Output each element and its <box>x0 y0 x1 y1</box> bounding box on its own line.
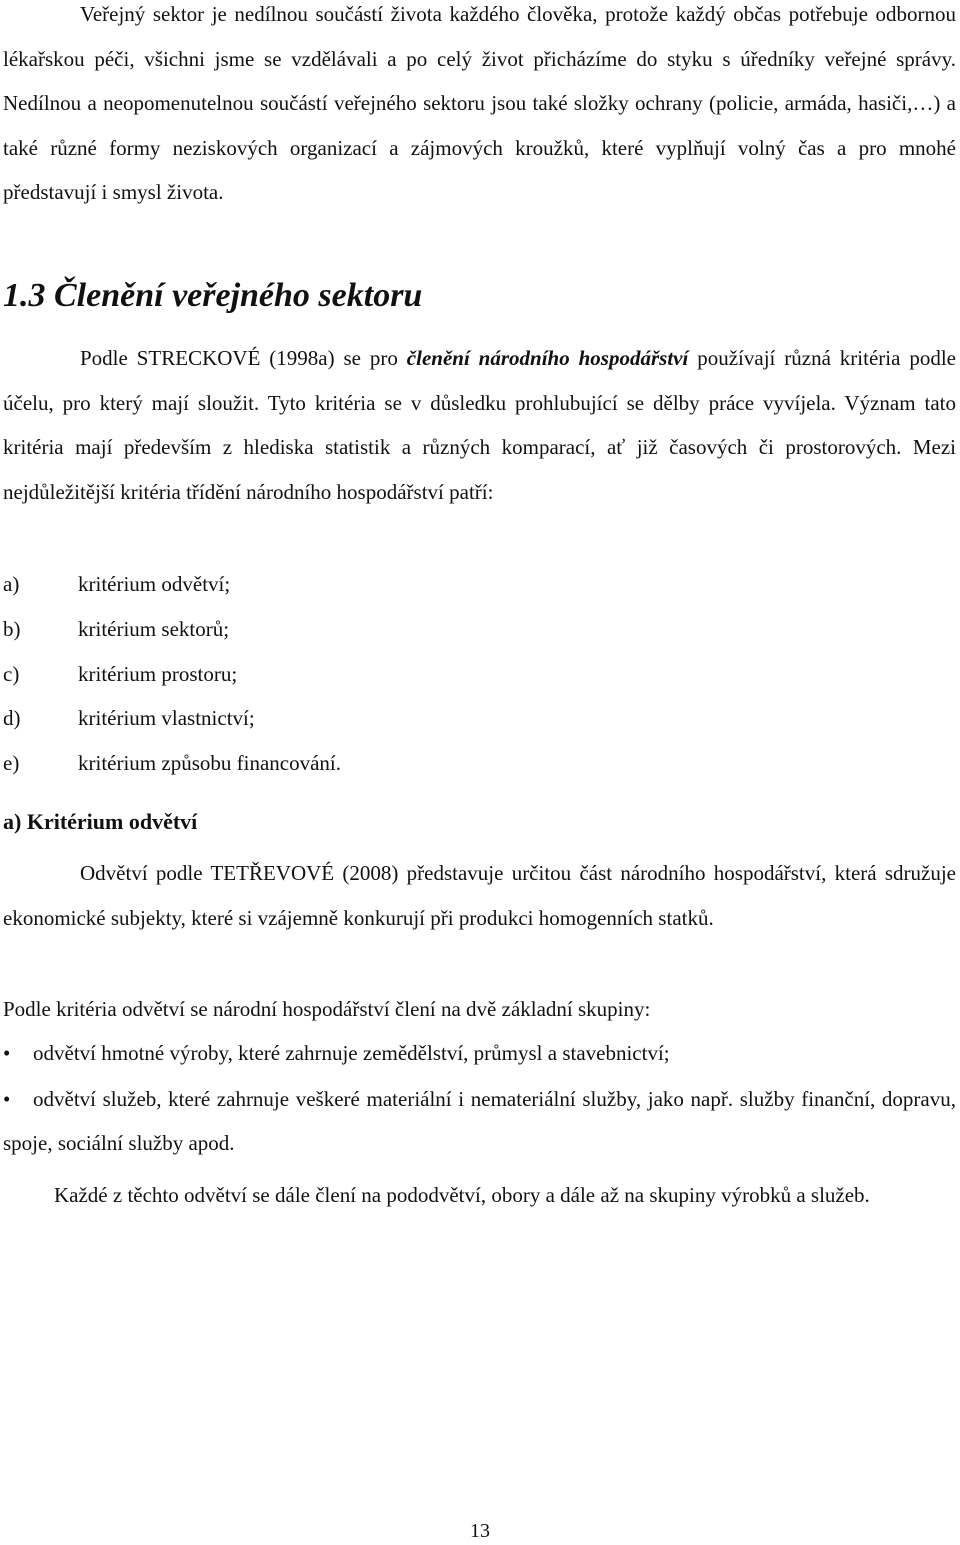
list-marker: c) <box>3 661 20 686</box>
list-marker: e) <box>3 751 20 776</box>
bullet-icon: • <box>3 1041 11 1065</box>
criteria-list <box>3 562 341 786</box>
page-number: 13 <box>470 1520 490 1542</box>
list-marker: d) <box>3 706 21 731</box>
section-heading: 1.3 Členění veřejného sektoru <box>3 277 423 314</box>
list-item-text: kritérium sektorů; <box>78 616 230 641</box>
subsection-heading: a) Kritérium odvětví <box>3 809 198 834</box>
list-item <box>3 607 341 652</box>
list-item-text: odvětví služeb, které zahrnuje veškeré materiální i nemateriální služby, jako např. služby finanční, dopravu, spoje, sociální služby apod. <box>3 1086 956 1155</box>
list-item <box>3 696 341 741</box>
list-item <box>3 562 341 607</box>
list-item <box>3 652 341 697</box>
groups-intro: Podle kritéria odvětví se národní hospodářství člení na dvě základní skupiny: <box>3 997 651 1021</box>
list-item-text: kritérium odvětví; <box>78 572 231 596</box>
list-item-text: kritérium způsobu financování. <box>78 751 342 776</box>
intro-paragraph: Veřejný sektor je nedílnou součástí života každého člověka, protože každý občas potřebuje odbornou lékařskou péči, všichni jsme se vzdělávali a po celý život přicházíme do styku s úředníky veřejné správy. Nedílnou a neopomenutelnou součástí veřejného sektoru jsou také složky ochrany (policie, armáda, hasiči,…) a také různé formy neziskových organizací a zájmových kroužků, které vyplňují volný čas a pro mnohé představují i smysl života. <box>3 2 956 204</box>
list-item-text: kritérium vlastnictví; <box>78 706 255 731</box>
list-marker: b) <box>3 616 21 641</box>
list-item-text: odvětví hmotné výroby, které zahrnuje zemědělství, průmysl a stavebnictví; <box>33 1041 670 1065</box>
list-item <box>3 741 341 786</box>
list-marker: a) <box>3 572 20 596</box>
list-item <box>3 1077 956 1166</box>
section-paragraph-end: používají různá kritéria podle účelu, pro který mají sloužit. Tyto kritéria se v důsledku prohlubující se dělby práce vyvíjela. Význam tato kritéria mají především z hlediska statistik a různých komparací, ať již časových či prostorových. Mezi nejdůležitější kritéria třídění národního hospodářství patří: <box>3 346 956 504</box>
list-item-text: kritérium prostoru; <box>78 661 238 686</box>
groups-list <box>3 1031 956 1166</box>
section-paragraph <box>3 336 956 514</box>
section-paragraph-emphasis: členění národního hospodářství <box>406 346 689 370</box>
subsection-paragraph: Odvětví podle TETŘEVOVÉ (2008) představuje určitou část národního hospodářství, která sdružuje ekonomické subjekty, které si vzájemně konkurují při produkci homogenních statků. <box>3 861 956 930</box>
list-item <box>3 1031 956 1076</box>
bullet-icon: • <box>3 1086 11 1111</box>
section-paragraph-start: Podle STRECKOVÉ (1998a) se pro <box>80 346 407 370</box>
closing-paragraph: Každé z těchto odvětví se dále člení na pododvětví, obory a dále až na skupiny výrobků a služeb. <box>54 1183 870 1207</box>
